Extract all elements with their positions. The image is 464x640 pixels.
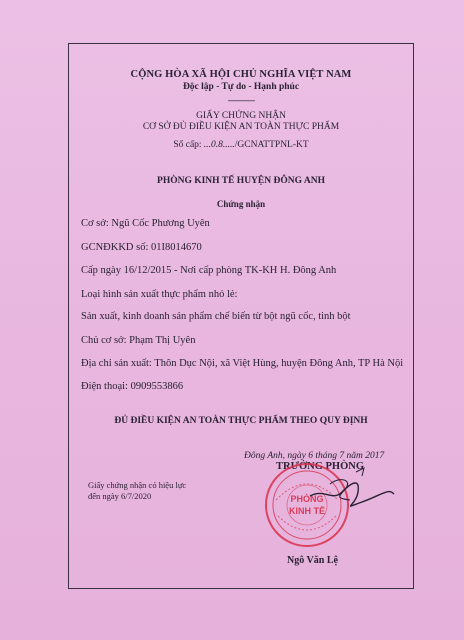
validity-line-2: đến ngày 6/7/2020 (88, 491, 152, 501)
head-title: TRƯỞNG PHÒNG (276, 461, 364, 472)
business-license: GCNĐKKD số: 01I8014670 (81, 242, 202, 253)
signature (300, 458, 400, 518)
license-issued: Cấp ngày 16/12/2015 - Nơi cấp phòng TK-KH H. Đông Anh (81, 265, 337, 276)
validity-note (88, 480, 186, 502)
nation-heading: CỘNG HÒA XÃ HỘI CHỦ NGHĨA VIỆT NAM (130, 69, 352, 80)
serial-number (68, 140, 414, 150)
certifies-label: Chứng nhận (216, 199, 266, 209)
motto: Độc lập - Tự do - Hạnh phúc (182, 82, 300, 92)
owner-name: Chủ cơ sở: Phạm Thị Uyên (81, 335, 196, 346)
heading-separator: ---------------- (227, 96, 255, 105)
production-address: Địa chỉ sản xuất: Thôn Dục Nội, xã Việt Hùng, huyện Đông Anh, TP Hà Nội (81, 358, 404, 369)
stamp-line-1: PHÒNG (290, 494, 324, 504)
qualification-statement: ĐỦ ĐIỀU KIỆN AN TOÀN THỰC PHẨM THEO QUY ĐỊNH (114, 416, 368, 426)
certificate-title: GIẤY CHỨNG NHẬN (196, 111, 286, 121)
signer-name: Ngô Văn Lệ (287, 555, 338, 566)
serial-suffix: /GCNATTPNL-KT (234, 140, 309, 150)
certificate-subtitle: CƠ SỞ ĐỦ ĐIỀU KIỆN AN TOÀN THỰC PHẨM (142, 122, 340, 132)
facility-name: Cơ sở: Ngũ Cốc Phương Uyên (81, 218, 210, 229)
serial-value: ...0.8..... (203, 140, 235, 150)
stamp-line-2: KINH TẾ (289, 506, 325, 516)
serial-prefix: Số cấp: (173, 140, 204, 150)
production-type: Sản xuất, kinh doanh sản phẩm chế biến từ bột ngũ cốc, tinh bột (81, 311, 351, 322)
issuing-department: PHÒNG KINH TẾ HUYỆN ĐÔNG ANH (157, 176, 325, 186)
validity-line-1: Giấy chứng nhận có hiệu lực (88, 480, 187, 490)
phone-number: Điện thoại: 0909553866 (81, 381, 184, 392)
issue-date: Đông Anh, ngày 6 tháng 7 năm 2017 (244, 451, 385, 461)
production-type-label: Loại hình sản xuất thực phẩm nhỏ lẻ: (81, 289, 238, 300)
